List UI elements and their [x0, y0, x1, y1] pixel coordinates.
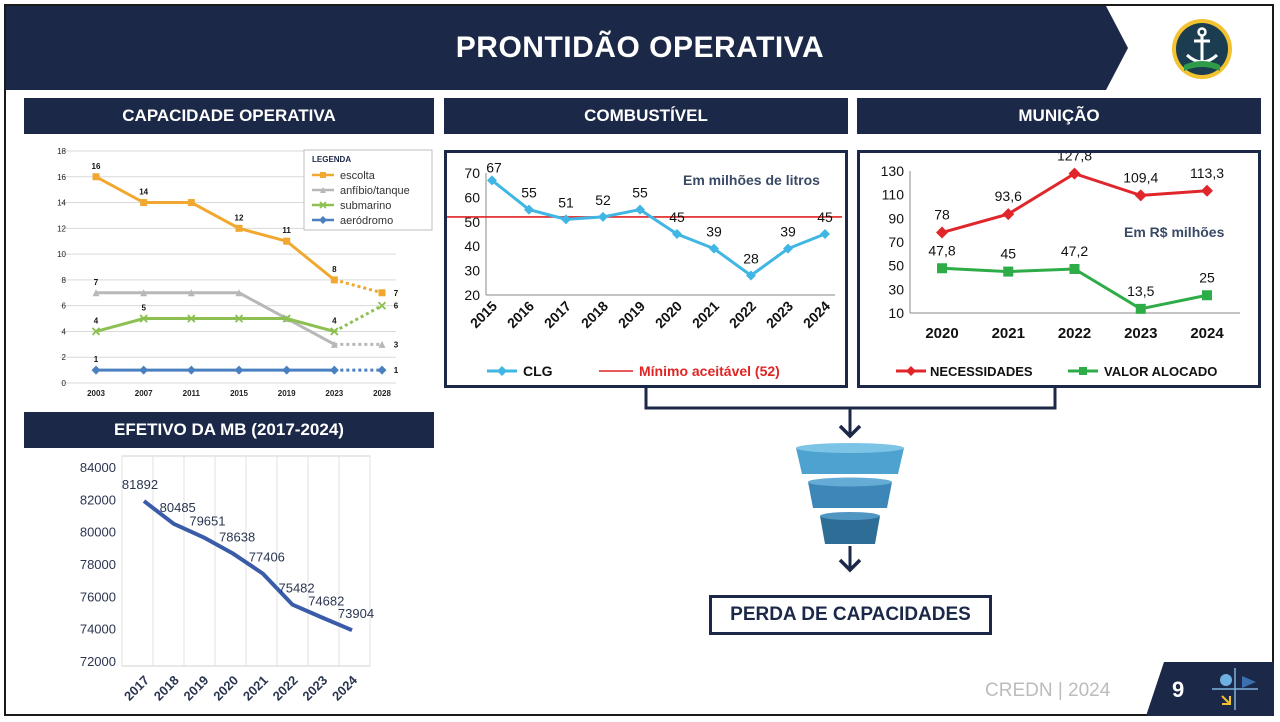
x-tick-label: 2015	[466, 297, 501, 332]
legend-label: submarino	[340, 200, 392, 212]
data-label: 75482	[278, 580, 315, 596]
capacidade-chart	[24, 140, 436, 405]
y-tick-label: 6	[61, 301, 66, 311]
y-tick-label: 50	[464, 213, 480, 230]
y-tick-label: 72000	[79, 654, 116, 669]
data-label: 39	[780, 223, 796, 240]
data-point	[1003, 267, 1013, 277]
legend-title: LEGENDA	[312, 155, 352, 164]
data-label: 77406	[248, 549, 285, 565]
x-tick-label: 2015	[230, 389, 248, 398]
data-label: 6	[393, 301, 399, 311]
y-tick-label: 12	[57, 224, 66, 234]
y-tick-label: 4	[61, 327, 66, 337]
data-label: 14	[139, 187, 149, 197]
data-label: 109,4	[1123, 169, 1159, 186]
x-tick-label: 2023	[1124, 325, 1158, 342]
x-tick-label: 2024	[329, 672, 361, 704]
x-tick-label: 2017	[121, 672, 153, 704]
y-tick-label: 30	[464, 262, 480, 279]
y-tick-label: 84000	[79, 460, 116, 475]
data-label: 8	[332, 264, 337, 274]
y-tick-label: 70	[464, 165, 480, 181]
emblem-icon	[1212, 668, 1258, 710]
data-point	[936, 227, 948, 239]
data-label: 47,2	[1060, 242, 1089, 259]
x-tick-label: 2022	[1057, 325, 1092, 342]
unit-annotation: Em milhões de litros	[683, 172, 820, 188]
data-label: 1	[93, 355, 99, 365]
data-point	[139, 366, 148, 375]
legend-label: Mínimo aceitável (52)	[639, 363, 780, 379]
data-label: 78638	[219, 529, 256, 545]
x-tick-label: 2020	[651, 297, 686, 332]
data-label: 47,8	[928, 242, 956, 259]
footer-source: CREDN | 2024	[985, 680, 1111, 701]
data-point	[379, 341, 386, 348]
legend-marker	[1079, 367, 1087, 375]
section-efetivo-header: EFETIVO DA MB (2017-2024)	[24, 412, 434, 448]
data-label: 45	[669, 209, 685, 225]
data-point	[188, 199, 195, 206]
data-label: 45	[1000, 245, 1017, 262]
data-label: 5	[141, 303, 146, 313]
clg-point	[561, 214, 571, 224]
x-tick-label: 2003	[87, 389, 105, 398]
x-tick-label: 2019	[614, 297, 649, 332]
x-tick-label: 2020	[210, 672, 242, 704]
combustivel-panel	[444, 150, 848, 388]
legend-label: escolta	[340, 170, 375, 182]
data-point	[1136, 304, 1146, 314]
data-point	[93, 173, 100, 180]
clg-line	[492, 180, 825, 275]
y-tick-label: 80000	[79, 524, 116, 540]
data-label: 3	[393, 340, 399, 350]
clg-point	[820, 229, 830, 239]
data-point	[378, 366, 387, 375]
data-label: 4	[93, 316, 99, 326]
page-title: PRONTIDÃO OPERATIVA	[455, 31, 825, 64]
data-point	[1202, 290, 1212, 300]
y-tick-label: 40	[464, 238, 480, 255]
clg-point	[598, 212, 608, 222]
data-point	[282, 366, 291, 375]
data-point	[1201, 185, 1213, 197]
data-label: 79651	[189, 513, 226, 529]
legend-label: aeródromo	[340, 215, 394, 227]
data-label: 73904	[337, 606, 374, 622]
data-point	[92, 366, 101, 375]
legend-label: VALOR ALOCADO	[1104, 364, 1218, 379]
data-label: 25	[1199, 269, 1215, 286]
section-combustivel-header: COMBUSTÍVEL	[444, 98, 848, 134]
data-label: 113,3	[1190, 164, 1224, 181]
efetivo-chart	[24, 450, 374, 710]
y-tick-label: 50	[888, 257, 904, 274]
data-label: 7	[393, 288, 399, 298]
connector-arrow	[640, 386, 1060, 446]
x-tick-label: 2022	[725, 297, 760, 332]
y-tick-label: 76000	[79, 589, 116, 605]
data-label: 78	[934, 206, 950, 223]
navy-anchor-logo	[1170, 17, 1234, 81]
x-tick-label: 2023	[299, 672, 331, 704]
page-number: 9	[1172, 677, 1185, 702]
data-point	[283, 238, 290, 245]
data-label: 67	[486, 159, 502, 176]
y-tick-label: 20	[464, 287, 480, 303]
data-label: 93,6	[994, 188, 1022, 205]
legend-marker	[320, 172, 326, 178]
y-tick-label: 30	[888, 281, 904, 298]
legend-marker	[497, 366, 507, 376]
data-point	[140, 199, 147, 206]
series-line	[942, 268, 1207, 309]
data-point	[187, 366, 196, 375]
y-tick-label: 10	[57, 250, 66, 260]
legend-label: CLG	[523, 363, 553, 379]
legend-marker	[906, 366, 916, 376]
data-point	[330, 366, 339, 375]
data-point	[1135, 189, 1147, 201]
y-tick-label: 14	[57, 198, 66, 208]
perda-capacidades-box: PERDA DE CAPACIDADES	[709, 595, 992, 635]
x-tick-label: 2023	[762, 297, 797, 332]
data-point	[937, 263, 947, 273]
data-label: 81892	[121, 477, 159, 493]
data-label: 45	[817, 209, 833, 225]
data-label: 52	[595, 191, 611, 208]
section-municao-header: MUNIÇÃO	[857, 98, 1261, 134]
funnel-icon	[790, 440, 910, 580]
y-tick-label: 90	[888, 210, 904, 227]
y-tick-label: 18	[57, 147, 66, 156]
unit-annotation: Em R$ milhões	[1124, 224, 1225, 240]
data-label: 16	[91, 161, 101, 171]
x-tick-label: 2023	[325, 389, 344, 398]
data-label: 80485	[159, 499, 196, 515]
projection-line	[334, 306, 382, 332]
data-label: 11	[282, 226, 291, 236]
municao-chart	[860, 153, 1258, 385]
x-tick-label: 2019	[277, 389, 296, 398]
y-tick-label: 78000	[79, 557, 116, 572]
projection-line	[334, 280, 382, 293]
data-point	[379, 289, 386, 296]
data-point	[331, 276, 338, 283]
x-tick-label: 2018	[150, 672, 182, 704]
data-label: 39	[706, 223, 722, 240]
y-tick-label: 70	[888, 234, 904, 250]
data-label: 127,8	[1056, 153, 1093, 164]
x-tick-label: 2018	[577, 297, 612, 332]
y-tick-label: 110	[881, 186, 904, 203]
data-point	[236, 225, 243, 232]
data-label: 51	[558, 194, 574, 211]
data-label: 7	[93, 277, 99, 287]
x-tick-label: 2022	[269, 672, 301, 704]
y-tick-label: 74000	[79, 621, 116, 637]
y-tick-label: 10	[888, 305, 904, 321]
x-tick-label: 2024	[799, 297, 834, 332]
data-label: 28	[743, 250, 759, 267]
x-tick-label: 2020	[925, 325, 959, 342]
data-label: 74682	[308, 593, 345, 609]
x-tick-label: 2021	[991, 325, 1025, 342]
legend-label: anfíbio/tanque	[340, 185, 410, 197]
y-tick-label: 8	[61, 275, 66, 285]
x-tick-label: 2017	[540, 297, 575, 332]
section-capacidade-header: CAPACIDADE OPERATIVA	[24, 98, 434, 134]
x-tick-label: 2021	[688, 297, 723, 332]
y-tick-label: 16	[57, 172, 66, 182]
combustivel-chart	[447, 153, 845, 385]
data-point	[235, 366, 244, 375]
data-label: 55	[632, 184, 648, 201]
y-tick-label: 2	[61, 353, 66, 363]
y-tick-label: 82000	[79, 492, 116, 508]
x-tick-label: 2024	[1190, 325, 1224, 342]
data-label: 12	[234, 213, 244, 223]
y-tick-label: 130	[880, 163, 904, 179]
x-tick-label: 2021	[239, 672, 271, 704]
y-tick-label: 0	[61, 379, 66, 388]
municao-panel	[857, 150, 1261, 388]
data-point	[1070, 264, 1080, 274]
legend-label: NECESSIDADES	[930, 364, 1033, 379]
data-label: 1	[393, 366, 399, 376]
x-tick-label: 2019	[180, 672, 212, 704]
x-tick-label: 2016	[503, 297, 538, 332]
x-tick-label: 2028	[373, 389, 391, 398]
x-tick-label: 2011	[182, 389, 201, 398]
data-label: 4	[332, 316, 337, 326]
x-tick-label: 2007	[134, 389, 153, 398]
data-label: 13,5	[1127, 282, 1155, 299]
data-label: 55	[521, 184, 537, 201]
y-tick-label: 60	[464, 189, 480, 206]
